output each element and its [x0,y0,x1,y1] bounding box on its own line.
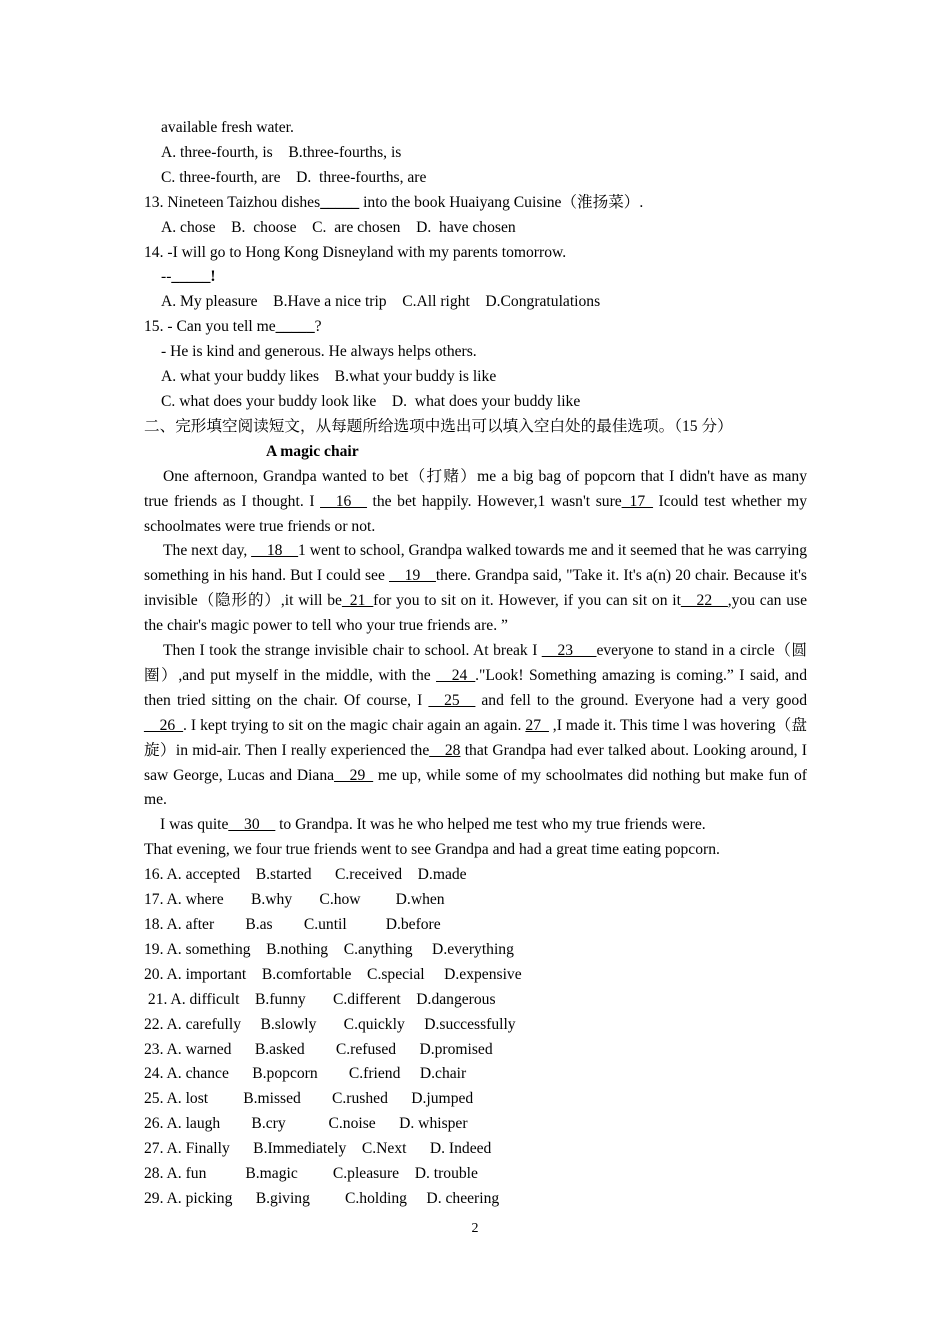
option-row-22: 22. A. carefully B.slowly C.quickly D.successfully [144,1015,516,1033]
option-row-21: 21. A. difficult B.funny C.different D.dangerous [144,990,496,1008]
q14-question: 14. -I will go to Hong Kong Disneyland with my parents tomorrow. [144,243,567,261]
blank-16: __16__ [320,492,367,510]
q14-options: A. My pleasure B.Have a nice trip C.All right D.Congratulations [161,293,601,311]
blank-21: _21_ [341,592,374,610]
option-row-18: 18. A. after B.as C.until D.before [144,916,441,933]
blank-27: 27_ [525,716,549,734]
option-row-16: 16. A. accepted B.started C.received D.made [144,866,467,884]
q13-options: A. chose B. choose C. are chosen D. have chosen [161,218,516,236]
blank-29: __29_ [334,766,374,784]
q15-blank: _____ [275,318,315,336]
passage-title: A magic chair [266,442,359,460]
passage-paragraph-3: Then I took the strange invisible chair to school. At break I __23___everyone to stand in a circle（圆圈）,and put myself in the middle, with the __24_."Look! Something amazing is coming.” I said, and then tried sitting on the chair. Of course, I __25__ and fell to the ground. Everyone had a very good __26_. I kept trying to sit on the magic chair again an again. 27_ ,I made it. This time l was hovering（盘旋）in mid-air. Then I really experienced the__28 that Grandpa had ever talked about. Looking around, I saw George, Lucas and Diana__29_ me up, while some of my schoolmates did nothing but make fun of me. [144,642,808,809]
option-row-24: 24. A. chance B.popcorn C.friend D.chair [144,1065,467,1083]
blank-24: __24_ [436,666,476,684]
q12-continuation: available fresh water. [161,119,294,136]
blank-19: __19__ [389,567,436,585]
option-row-17: 17. A. where B.why C.how D.when [144,891,445,909]
q15-options-cd: C. what does your buddy look like D. what does your buddy like [161,392,581,410]
option-row-29: 29. A. picking B.giving C.holding D. cheering [144,1189,500,1207]
passage-paragraph-1: One afternoon, Grandpa wanted to bet（打赌）me a big bag of popcorn that I didn't have as many true friends as I thought. I __16__ the bet happily. However,1 wasn't sure_17_ Icould test whether my schoolmates were true friends or not. [144,467,807,535]
section-heading: 二、完形填空阅读短文，从每题所给选项中选出可以填入空白处的最佳选项。（15 分） [144,417,733,435]
option-list [144,863,807,1212]
option-row-19: 19. A. something B.nothing C.anything D.everything [144,940,514,958]
passage [144,465,807,864]
passage-paragraph-4: I was quite__30__ to Grandpa. It was he who helped me test who my true friends were. [160,816,706,834]
q15-question: 15. - Can you tell me_____? [144,318,322,336]
option-row-27: 27. A. Finally B.Immediately C.Next D. Indeed [144,1140,492,1158]
q12-options-cd: C. three-fourth, are D. three-fourths, are [161,168,427,186]
option-row-20: 20. A. important B.comfortable C.special D.expensive [144,965,522,983]
blank-18: __18__ [251,542,299,560]
blank-30: __30__ [228,816,276,834]
q15-options-ab: A. what your buddy likes B.what your buddy is like [161,368,497,386]
option-row-26: 26. A. laugh B.cry C.noise D. whisper [144,1115,468,1133]
q13-blank: _____ [320,193,360,211]
blank-28: __28 [429,741,461,759]
blank-17: _17_ [621,492,653,510]
page-number: 2 [471,1221,479,1236]
passage-paragraph-2: The next day, __18__1 went to school, Grandpa walked towards me and it seemed that he was carrying something in his hand. But I could see __19__there. Grandpa said, "Take it. It's a(n) 20 chair. Because it's invisible（隐形的）,it will be_21_for you to sit on it. However, if you can sit on it__22__,you can use the chair's magic power to tell who your true friends are. ” [144,542,808,635]
q12-options-ab: A. three-fourth, is B.three-fourths, is [161,143,402,161]
blank-25: __25__ [428,691,476,709]
option-row-25: 25. A. lost B.missed C.rushed D.jumped [144,1090,474,1108]
q13-question: 13. Nineteen Taizhou dishes_____ into the book Huaiyang Cuisine（淮扬菜）. [144,193,644,211]
blank-22: __22__ [680,592,728,610]
blank-23: __23___ [541,642,597,660]
option-row-28: 28. A. fun B.magic C.pleasure D. trouble [144,1165,478,1183]
blank-26: __26_ [144,716,183,734]
q14-blank: _____ [171,268,211,286]
q14-answer: --_____! [161,268,216,286]
passage-paragraph-5: That evening, we four true friends went to see Grandpa and had a great time eating popcorn. [144,841,720,859]
document-page [144,116,807,1212]
option-row-23: 23. A. warned B.asked C.refused D.promised [144,1040,493,1058]
q15-reply: - He is kind and generous. He always helps others. [161,343,477,361]
